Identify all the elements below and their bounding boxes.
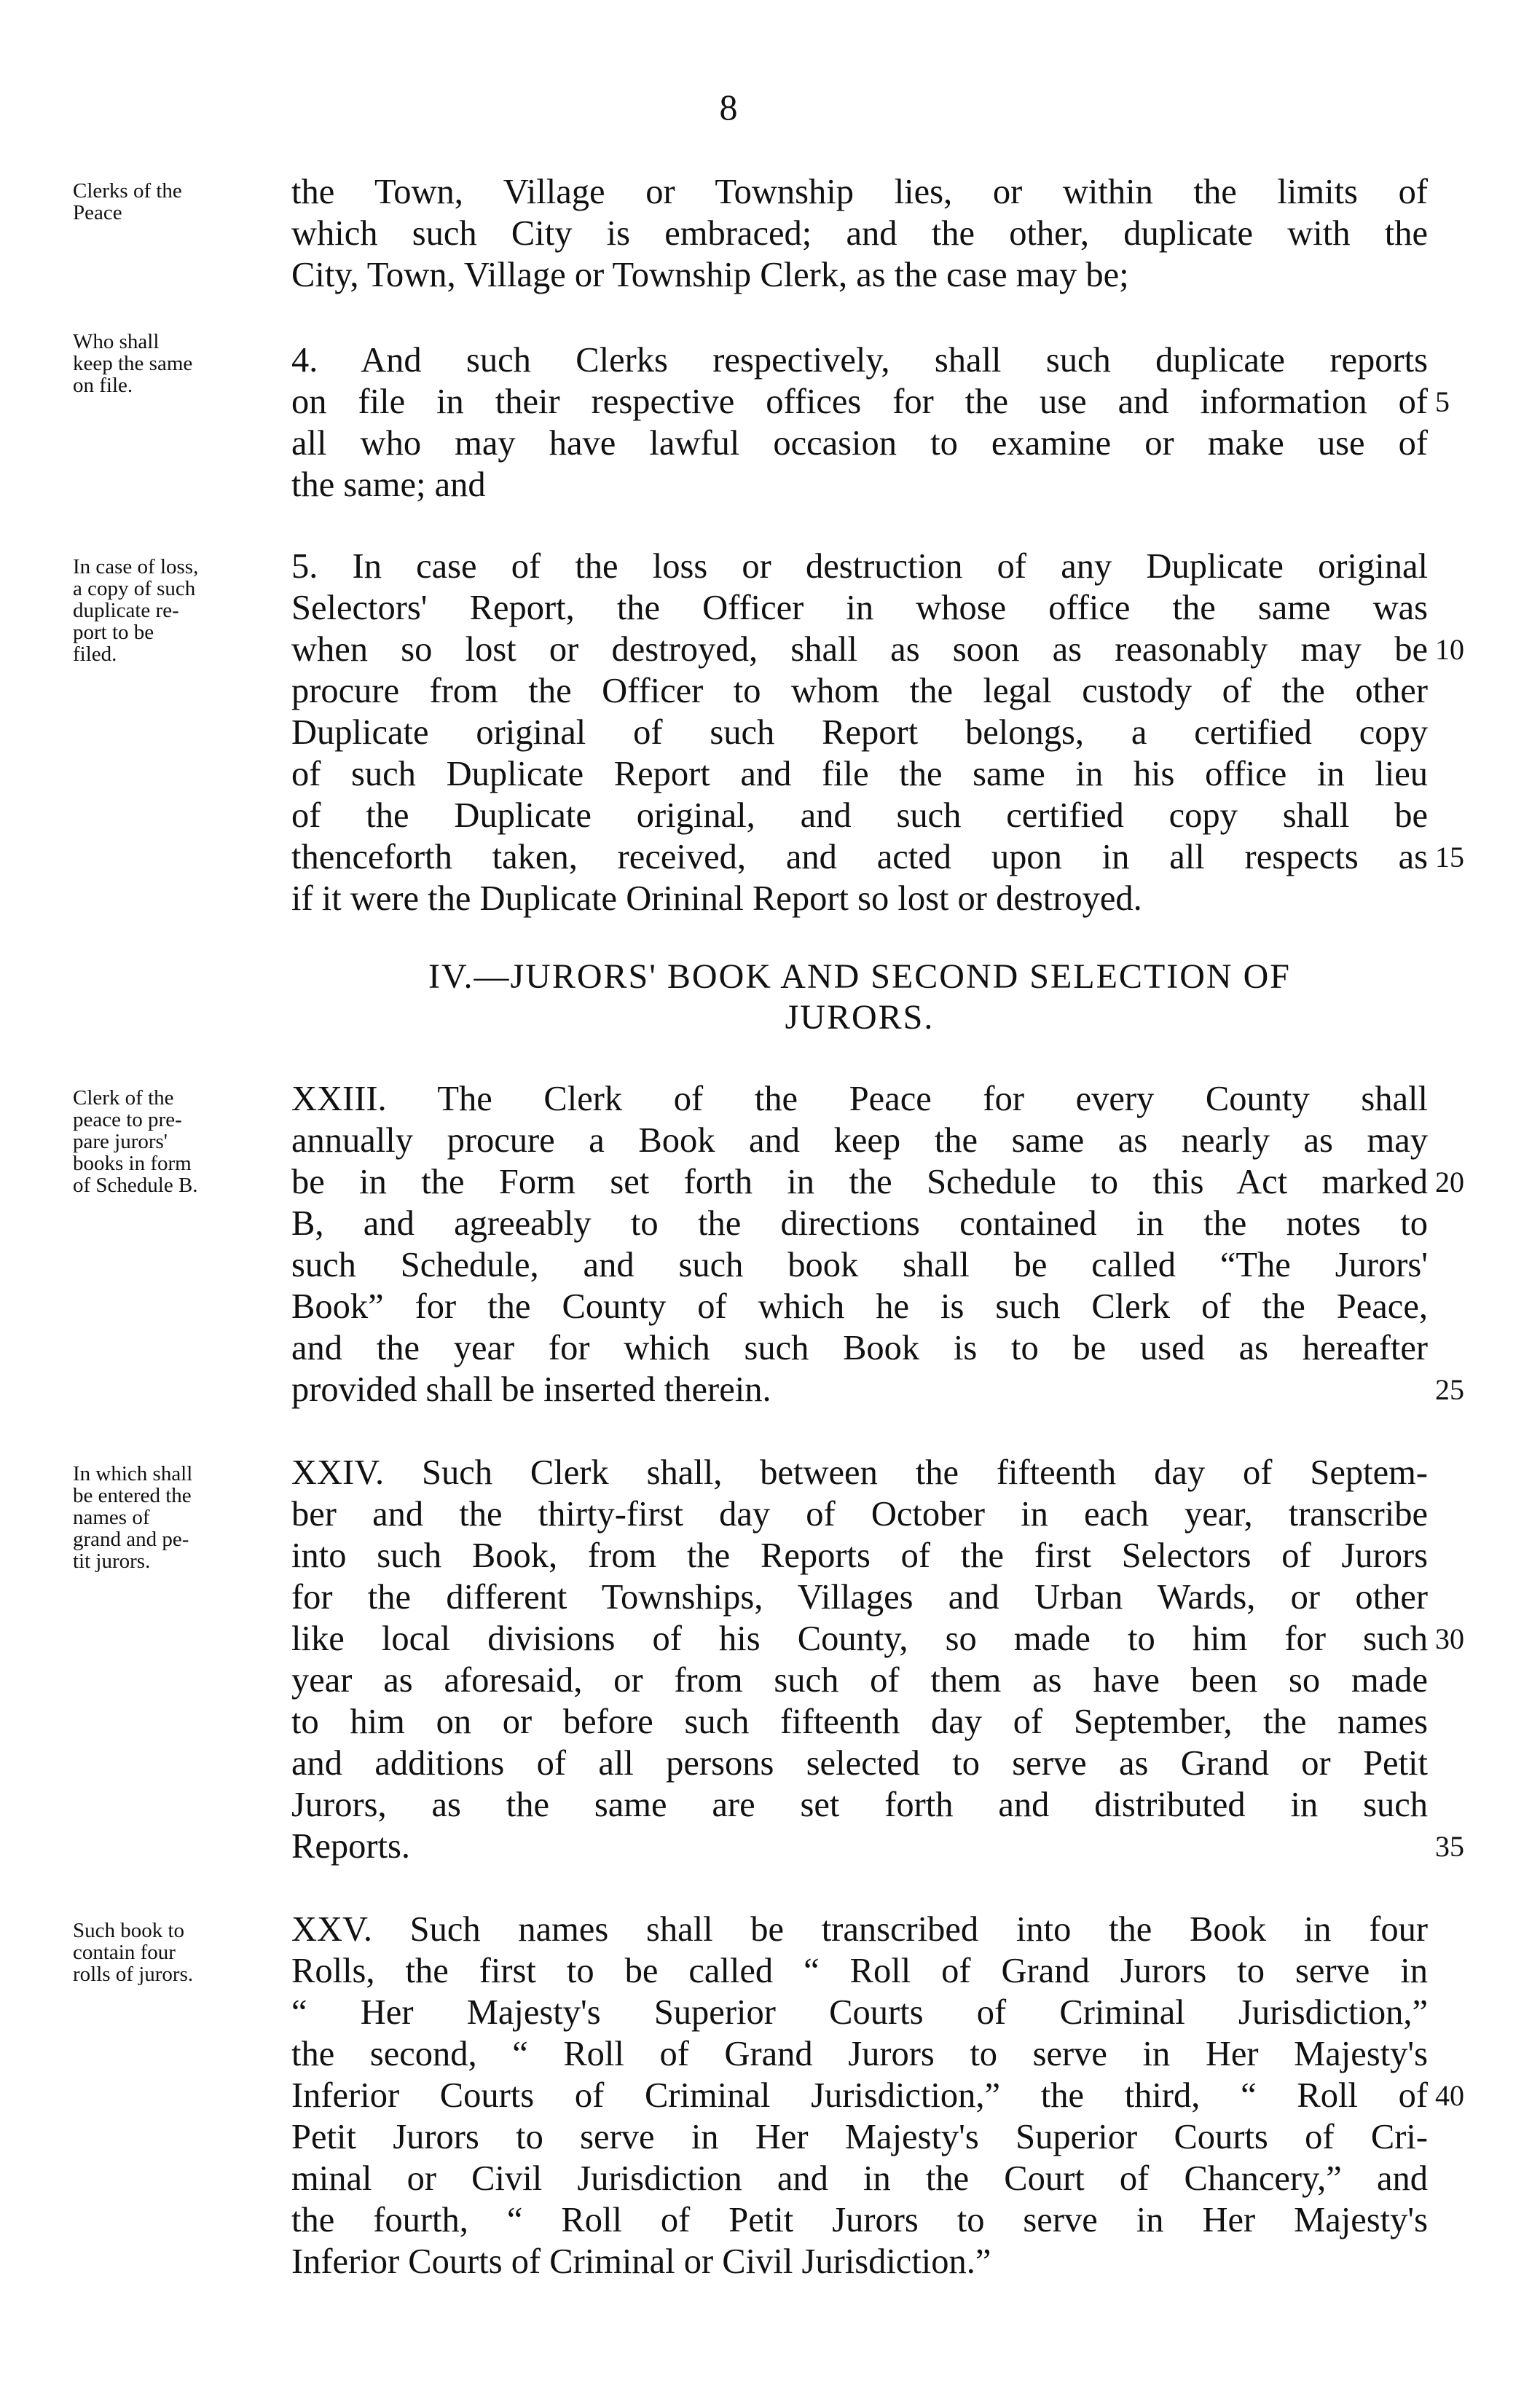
text-line: Inferior Courts of Criminal Jurisdiction,” the third, “ Roll of — [291, 2076, 1428, 2115]
text-line: like local divisions of his County, so made to him for such — [291, 1619, 1428, 1658]
line-number: 30 — [1435, 1622, 1464, 1655]
paragraph — [291, 171, 1428, 296]
line-number: 35 — [1435, 1830, 1464, 1863]
line-number: 25 — [1435, 1373, 1464, 1406]
text-line: the same; and — [291, 466, 486, 504]
text-line: be in the Form set forth in the Schedule to this Act marked — [291, 1163, 1428, 1201]
text-line: procure from the Officer to whom the legal custody of the other — [291, 672, 1428, 710]
text-line: annually procure a Book and keep the same as nearly as may — [291, 1121, 1428, 1160]
text-line: and the year for which such Book is to be used as hereafter — [291, 1329, 1428, 1367]
text-line: provided shall be inserted therein. — [291, 1370, 771, 1409]
text-line: on file in their respective offices for the use and information of — [291, 382, 1428, 421]
text-line: XXIV. Such Clerk shall, between the fifteenth day of Septem- — [291, 1453, 1428, 1492]
text-line: Petit Jurors to serve in Her Majesty's Superior Courts of Cri- — [291, 2118, 1428, 2156]
paragraph — [291, 1909, 1428, 2282]
line-number: 20 — [1435, 1166, 1464, 1198]
text-line: Selectors' Report, the Officer in whose office the same was — [291, 589, 1428, 627]
text-line: year as aforesaid, or from such of them as have been so made — [291, 1661, 1428, 1700]
text-line: Inferior Courts of Criminal or Civil Jurisdiction.” — [291, 2242, 991, 2281]
text-line: Jurors, as the same are set forth and distributed in such — [291, 1786, 1428, 1824]
margin-note: In which shall be entered the names of grand and pe- tit jurors. — [73, 1462, 193, 1573]
text-line: minal or Civil Jurisdiction and in the Court of Chancery,” and — [291, 2159, 1428, 2198]
line-number: 15 — [1435, 841, 1464, 873]
text-line: if it were the Duplicate Orininal Report so lost or destroyed. — [291, 879, 1142, 918]
text-line: and additions of all persons selected to serve as Grand or Petit — [291, 1744, 1428, 1783]
margin-note: Such book to contain four rolls of jurors. — [73, 1919, 194, 1986]
text-line: the second, “ Roll of Grand Jurors to serve in Her Majesty's — [291, 2035, 1428, 2073]
text-line: the fourth, “ Roll of Petit Jurors to serve in Her Majesty's — [291, 2201, 1428, 2239]
text-line: which such City is embraced; and the other, duplicate with the — [291, 214, 1428, 253]
margin-note: Clerk of the peace to pre- pare jurors' books in form of Schedule B. — [73, 1086, 198, 1197]
paragraph — [291, 1078, 1428, 1410]
text-line: B, and agreeably to the directions contained in the notes to — [291, 1204, 1428, 1243]
margin-note: In case of loss, a copy of such duplicate re- port to be filed. — [73, 555, 199, 666]
text-line: Reports. — [291, 1827, 411, 1866]
text-line: “ Her Majesty's Superior Courts of Criminal Jurisdiction,” — [291, 1993, 1428, 2032]
text-line: City, Town, Village or Township Clerk, as the case may be; — [291, 256, 1129, 294]
paragraph — [291, 339, 1428, 506]
heading-line: JURORS. — [785, 998, 935, 1037]
line-number: 5 — [1435, 385, 1450, 418]
margin-note: Clerks of the Peace — [73, 179, 182, 224]
line-number: 10 — [1435, 633, 1464, 666]
text-line: such Schedule, and such book shall be called “The Jurors' — [291, 1246, 1428, 1284]
text-line: Duplicate original of such Report belongs, a certified copy — [291, 713, 1428, 752]
page-number: 8 — [719, 87, 738, 127]
text-line: 5. In case of the loss or destruction of any Duplicate original — [291, 547, 1428, 586]
paragraph — [291, 1452, 1428, 1867]
text-line: of the Duplicate original, and such certified copy shall be — [291, 796, 1428, 835]
text-line: XXIII. The Clerk of the Peace for every County shall — [291, 1080, 1428, 1118]
paragraph — [291, 546, 1428, 919]
text-line: when so lost or destroyed, shall as soon as reasonably may be — [291, 630, 1428, 669]
text-line: ber and the thirty-first day of October in each year, transcribe — [291, 1495, 1428, 1534]
margin-note: Who shall keep the same on file. — [73, 330, 193, 397]
text-line: Rolls, the first to be called “ Roll of Grand Jurors to serve in — [291, 1952, 1428, 1990]
text-line: for the different Townships, Villages and Urban Wards, or other — [291, 1578, 1428, 1617]
text-line: all who may have lawful occasion to examine or make use of — [291, 424, 1428, 463]
text-line: into such Book, from the Reports of the first Selectors of Jurors — [291, 1536, 1428, 1575]
text-line: 4. And such Clerks respectively, shall such duplicate reports — [291, 341, 1428, 380]
heading-line: IV.—JURORS' BOOK AND SECOND SELECTION OF — [428, 957, 1291, 996]
text-line: Book” for the County of which he is such Clerk of the Peace, — [291, 1287, 1428, 1326]
section-heading — [291, 957, 1428, 1038]
text-line: to him on or before such fifteenth day of September, the names — [291, 1703, 1428, 1741]
text-line: of such Duplicate Report and file the same in his office in lieu — [291, 755, 1428, 793]
text-line: thenceforth taken, received, and acted upon in all respects as — [291, 838, 1428, 876]
line-number: 40 — [1435, 2079, 1464, 2112]
text-line: XXV. Such names shall be transcribed into the Book in four — [291, 1910, 1428, 1949]
text-line: the Town, Village or Township lies, or within the limits of — [291, 173, 1428, 211]
